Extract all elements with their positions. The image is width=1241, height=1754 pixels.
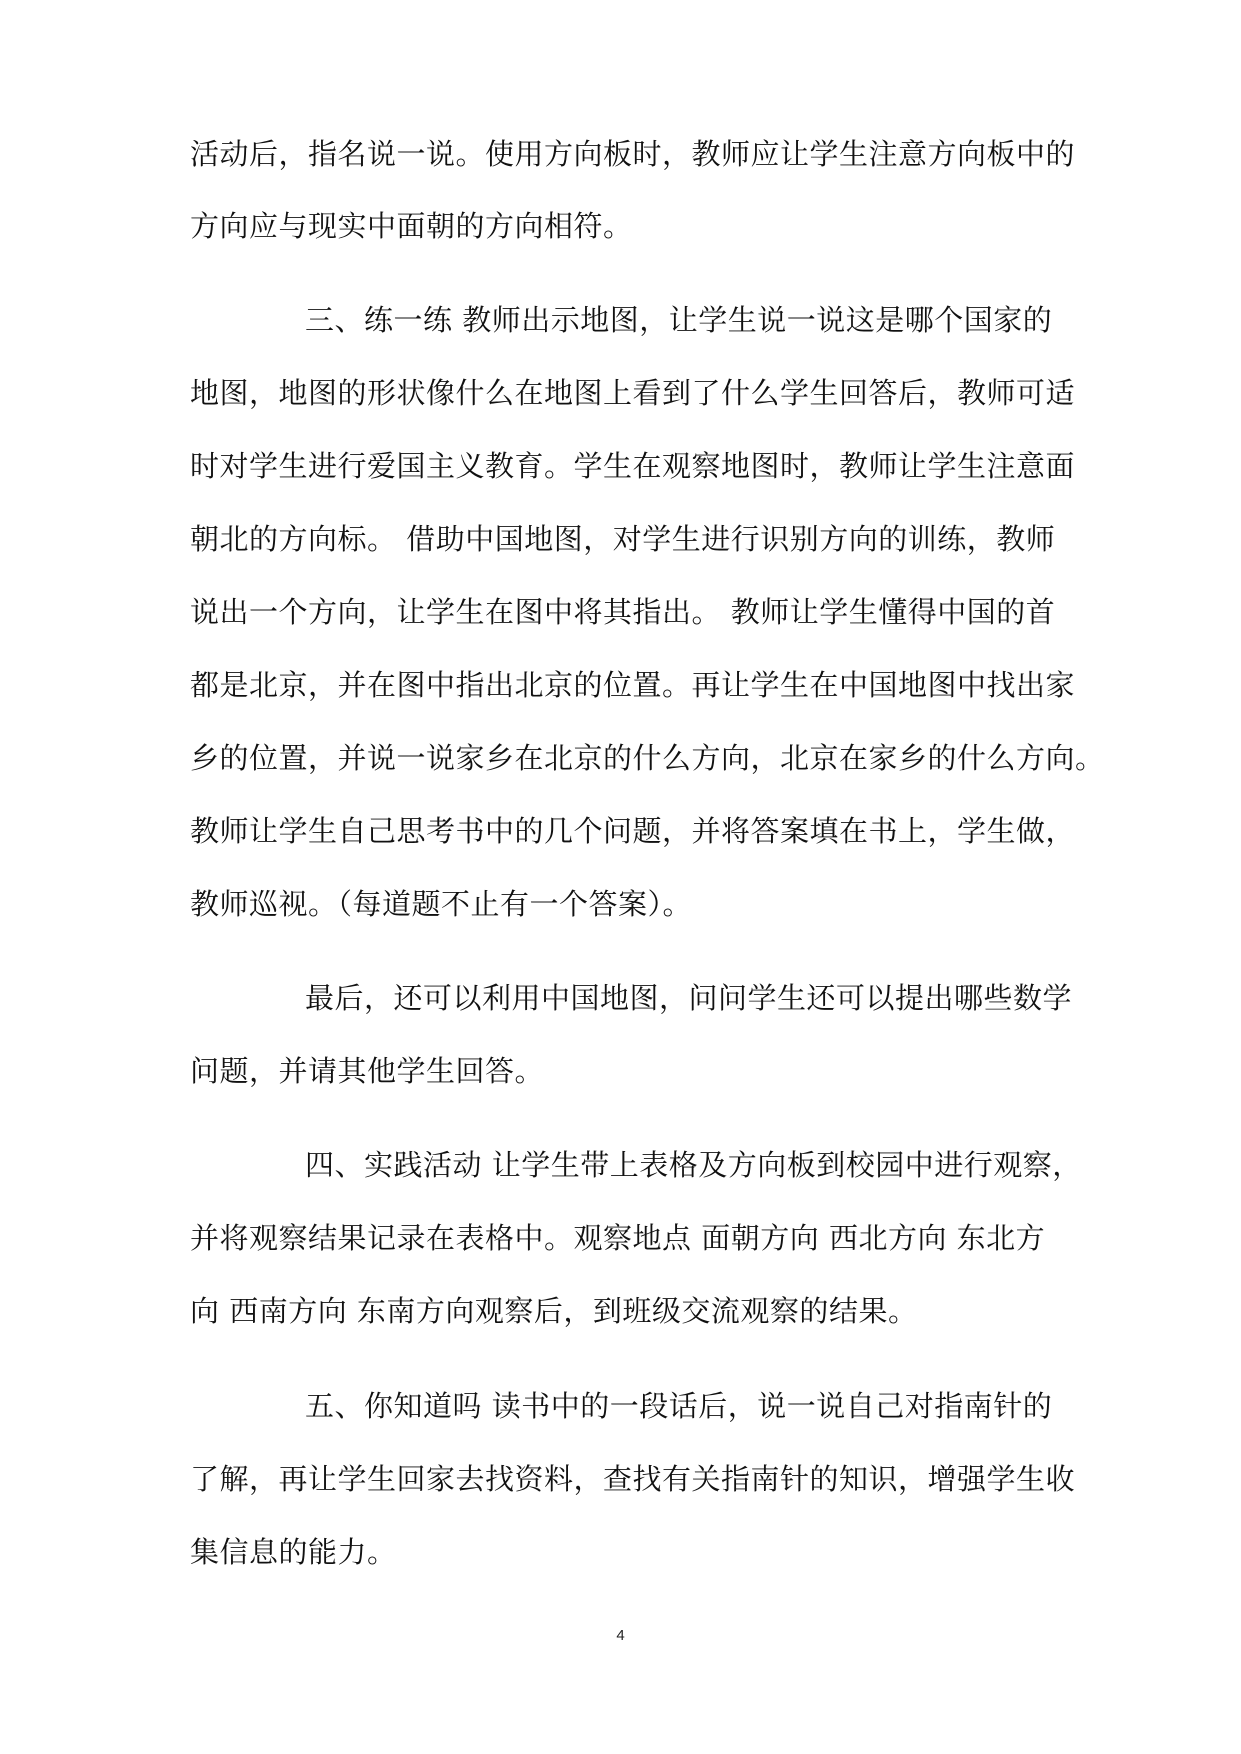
text-line: 集信息的能力。 bbox=[190, 1535, 397, 1569]
text-line: 时对学生进行爱国主义教育。学生在观察地图时，教师让学生注意面 bbox=[190, 449, 1076, 483]
paragraph-start-line: 最后，还可以利用中国地图，问问学生还可以提出哪些数学 bbox=[305, 981, 1073, 1015]
section-heading-line: 三、练一练 教师出示地图，让学生说一说这是哪个国家的 bbox=[305, 303, 1053, 337]
text-line: 教师巡视。（每道题不止有一个答案）。 bbox=[190, 887, 693, 921]
text-line: 问题，并请其他学生回答。 bbox=[190, 1054, 545, 1088]
text-line: 乡的位置，并说一说家乡在北京的什么方向，北京在家乡的什么方向。 bbox=[190, 741, 1105, 775]
page-number: 4 bbox=[616, 1627, 625, 1644]
text-line: 地图，地图的形状像什么在地图上看到了什么学生回答后，教师可适 bbox=[190, 376, 1076, 410]
text-line: 朝北的方向标。 借助中国地图，对学生进行识别方向的训练，教师 bbox=[190, 522, 1056, 556]
text-line: 都是北京，并在图中指出北京的位置。再让学生在中国地图中找出家 bbox=[190, 668, 1076, 702]
section-heading-line: 四、实践活动 让学生带上表格及方向板到校园中进行观察， bbox=[305, 1148, 1082, 1182]
text-line: 向 西南方向 东南方向观察后，到班级交流观察的结果。 bbox=[190, 1294, 918, 1328]
text-line: 活动后，指名说一说。使用方向板时，教师应让学生注意方向板中的 bbox=[190, 137, 1076, 171]
text-line: 说出一个方向，让学生在图中将其指出。 教师让学生懂得中国的首 bbox=[190, 595, 1056, 629]
text-line: 方向应与现实中面朝的方向相符。 bbox=[190, 209, 633, 243]
text-line: 并将观察结果记录在表格中。观察地点 面朝方向 西北方向 东北方 bbox=[190, 1221, 1046, 1255]
text-line: 教师让学生自己思考书中的几个问题，并将答案填在书上，学生做， bbox=[190, 814, 1076, 848]
section-heading-line: 五、你知道吗 读书中的一段话后，说一说自己对指南针的 bbox=[305, 1389, 1053, 1423]
text-line: 了解，再让学生回家去找资料，查找有关指南针的知识，增强学生收 bbox=[190, 1462, 1076, 1496]
